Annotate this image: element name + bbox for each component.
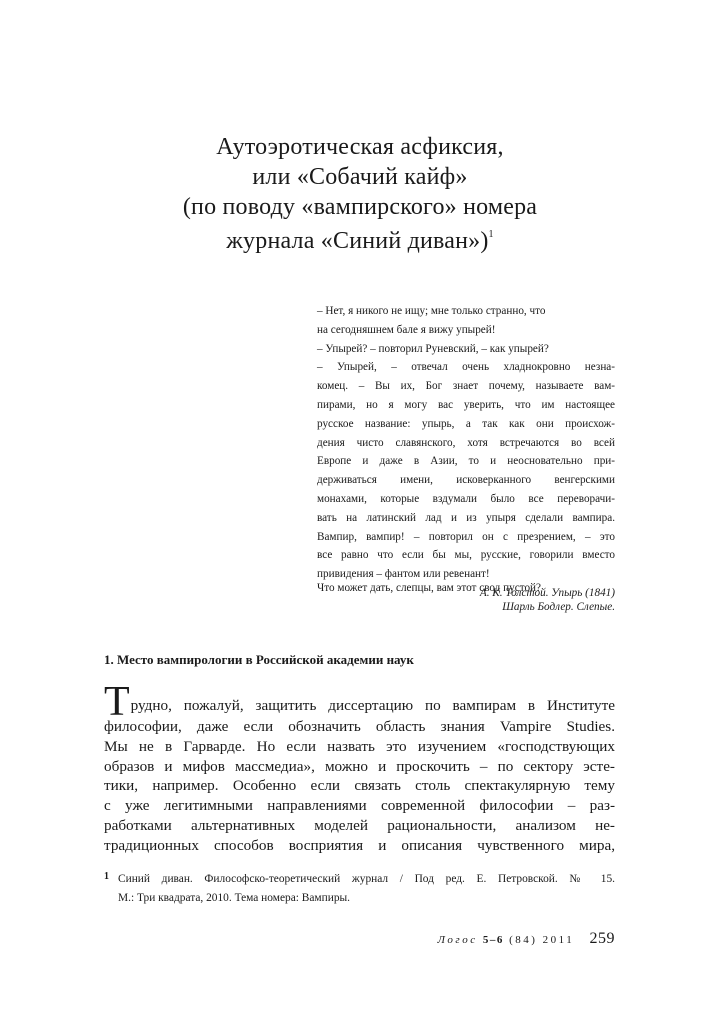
epigraph-line: монахами, которые вздумали было все переворачи- xyxy=(317,492,615,505)
epigraph-line: на сегодняшнем бале я вижу упырей! xyxy=(317,323,496,336)
page-footer xyxy=(437,930,615,948)
epigraph-line: Что может дать, слепцы, вам этот свод пустой? xyxy=(317,582,541,594)
title-line-1: Аутоэротическая асфиксия, xyxy=(216,134,504,160)
epigraph-line: вать на латинский лад и из упыря сделали вампира. xyxy=(317,511,615,524)
epigraph-line: все равно что если бы мы, русские, говорили вместо xyxy=(317,549,615,562)
body-line: образов и мифов массмедиа», можно и проскочить – по сектору эсте- xyxy=(104,757,615,775)
footnote-mark: 1 xyxy=(104,871,109,882)
journal-issue: 5–6 xyxy=(482,934,504,946)
epigraph-line: комец. – Вы их, Бог знает почему, называете вам- xyxy=(317,380,615,393)
footnote-line: Синий диван. Философско-теоретический журнал / Под ред. Е. Петровской. № 15. xyxy=(118,873,615,885)
page-number: 259 xyxy=(589,930,615,947)
drop-cap: Т xyxy=(104,679,130,725)
title-line-4 xyxy=(110,222,610,256)
epigraph-attribution: Шарль Бодлер. Слепые. xyxy=(502,600,615,613)
journal-name: Логос xyxy=(437,934,478,946)
epigraph-line: – Нет, я никого не ищу; мне только странно, что xyxy=(317,305,546,317)
body-line: с уже легитимными направлениями современной философии – раз- xyxy=(104,797,615,815)
footnote xyxy=(104,870,615,908)
epigraph-line: Вампир, вампир! – повторил он с презрением, – это xyxy=(317,530,615,543)
epigraph-attribution: А. К. Толстой. Упырь (1841) xyxy=(479,586,615,599)
section-heading: 1. Место вампирологии в Российской академии наук xyxy=(104,652,414,667)
article-title xyxy=(110,132,610,256)
body-line: традиционных способов восприятия и описания чувственного мира, xyxy=(104,836,615,854)
body-line: рудно, пожалуй, защитить диссертацию по вампирам в Институте xyxy=(130,697,615,714)
body-line: тики, например. Особенно если связать столь спектакулярную тему xyxy=(104,777,615,795)
body-line: Мы не в Гарварде. Но если назвать это изучением «господствующих xyxy=(104,737,615,755)
title-line-4-text: журнала «Синий диван») xyxy=(226,228,489,254)
epigraph-line: русское название: упырь, а так как они происхож- xyxy=(317,417,615,430)
epigraph-line: пирами, но я могу вас уверить, что им настоящее xyxy=(317,398,615,411)
body-text xyxy=(104,679,615,856)
journal-number-year: (84) 2011 xyxy=(509,934,575,946)
epigraph-line: привидения – фантом или ревенант! xyxy=(317,568,490,581)
epigraph-line: дения чисто славянского, хотя встречаются во всей xyxy=(317,436,615,449)
title-line-2: или «Собачий кайф» xyxy=(252,164,468,190)
body-line: работками альтернативных моделей рациональности, анализом не- xyxy=(104,816,615,834)
body-line: философии, даже если обозначить область знания Vampire Studies. xyxy=(104,718,615,735)
epigraph-line: Европе и даже в Азии, то и неосновательно при- xyxy=(317,455,615,468)
epigraph-baudelaire xyxy=(317,579,615,617)
title-footnote-ref[interactable]: 1 xyxy=(488,229,494,240)
epigraph-line: держиваться имени, исковерканного венгерскими xyxy=(317,474,615,487)
title-line-3: (по поводу «вампирского» номера xyxy=(182,194,538,220)
epigraph-line: – Упырей, – отвечал очень хладнокровно незна- xyxy=(317,361,615,374)
footnote-line: М.: Три квадрата, 2010. Тема номера: Вампиры. xyxy=(118,892,351,904)
epigraph-tolstoy xyxy=(317,302,615,603)
epigraph-line: – Упырей? – повторил Руневский, – как упырей? xyxy=(317,342,549,355)
